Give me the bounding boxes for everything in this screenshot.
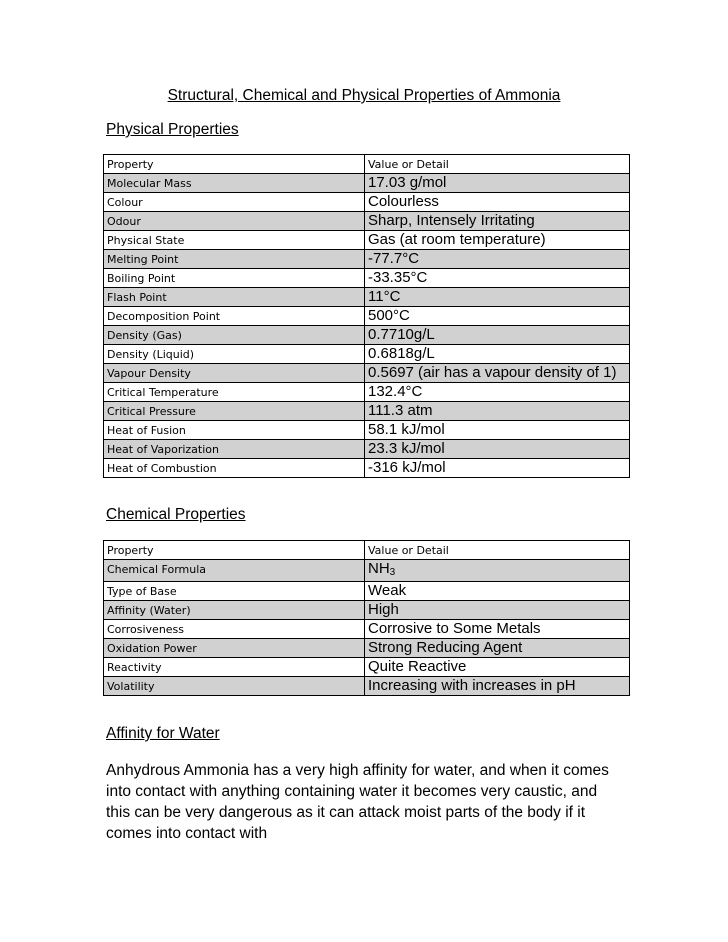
property-value: 0.6818g/L xyxy=(365,345,630,364)
property-value: Weak xyxy=(365,582,630,601)
property-value: 0.5697 (air has a vapour density of 1) xyxy=(365,364,630,383)
property-value: Corrosive to Some Metals xyxy=(365,620,630,639)
table-row xyxy=(104,345,630,364)
property-value: -33.35°C xyxy=(365,269,630,288)
table-row xyxy=(104,288,630,307)
property-name: Critical Pressure xyxy=(104,402,365,421)
affinity-paragraph: Anhydrous Ammonia has a very high affinity for water, and when it comes into contact with anything containing water it becomes very caustic, and this can be very dangerous as it can attack moist parts of the body if it comes into contact with xyxy=(106,762,609,842)
header-value: Value or Detail xyxy=(365,155,630,174)
table-row xyxy=(104,459,630,478)
property-value: -77.7°C xyxy=(365,250,630,269)
property-value: 58.1 kJ/mol xyxy=(365,421,630,440)
table-row xyxy=(104,440,630,459)
property-value: 17.03 g/mol xyxy=(365,174,630,193)
property-name: Odour xyxy=(104,212,365,231)
table-row xyxy=(104,639,630,658)
page-title: Structural, Chemical and Physical Properties of Ammonia xyxy=(167,87,561,104)
property-value: Strong Reducing Agent xyxy=(365,639,630,658)
table-row xyxy=(104,582,630,601)
chemical-properties-table xyxy=(103,540,630,696)
table-row xyxy=(104,193,630,212)
property-value: 500°C xyxy=(365,307,630,326)
property-name: Decomposition Point xyxy=(104,307,365,326)
property-name: Physical State xyxy=(104,231,365,250)
property-value: Sharp, Intensely Irritating xyxy=(365,212,630,231)
property-value: High xyxy=(365,601,630,620)
table-row xyxy=(104,620,630,639)
table-row xyxy=(104,174,630,193)
property-name: Molecular Mass xyxy=(104,174,365,193)
table-row xyxy=(104,231,630,250)
table-row xyxy=(104,658,630,677)
formula-subscript: 3 xyxy=(389,567,396,578)
table-row xyxy=(104,421,630,440)
table-row xyxy=(104,402,630,421)
property-name: Colour xyxy=(104,193,365,212)
header-property: Property xyxy=(104,155,365,174)
table-row xyxy=(104,601,630,620)
table-row xyxy=(104,212,630,231)
property-name: Affinity (Water) xyxy=(104,601,365,620)
property-value: Gas (at room temperature) xyxy=(365,231,630,250)
property-value: 132.4°C xyxy=(365,383,630,402)
property-name: Density (Gas) xyxy=(104,326,365,345)
chemical-header-row xyxy=(104,541,630,560)
header-property: Property xyxy=(104,541,365,560)
property-value: 111.3 atm xyxy=(365,402,630,421)
table-row xyxy=(104,560,630,582)
property-value: Increasing with increases in pH xyxy=(365,677,630,696)
property-value: Colourless xyxy=(365,193,630,212)
property-name: Heat of Fusion xyxy=(104,421,365,440)
property-name: Heat of Combustion xyxy=(104,459,365,478)
chemical-properties-heading: Chemical Properties xyxy=(106,506,246,523)
table-row xyxy=(104,364,630,383)
property-name: Critical Temperature xyxy=(104,383,365,402)
property-name: Corrosiveness xyxy=(104,620,365,639)
table-row xyxy=(104,383,630,402)
property-name: Oxidation Power xyxy=(104,639,365,658)
property-value xyxy=(365,560,630,582)
property-value: -316 kJ/mol xyxy=(365,459,630,478)
property-value: 23.3 kJ/mol xyxy=(365,440,630,459)
property-name: Boiling Point xyxy=(104,269,365,288)
property-name: Vapour Density xyxy=(104,364,365,383)
affinity-heading: Affinity for Water xyxy=(106,725,220,742)
table-row xyxy=(104,250,630,269)
property-name: Flash Point xyxy=(104,288,365,307)
table-row xyxy=(104,307,630,326)
physical-properties-table xyxy=(103,154,630,478)
property-name: Chemical Formula xyxy=(104,560,365,582)
table-row xyxy=(104,677,630,696)
property-name: Melting Point xyxy=(104,250,365,269)
table-row xyxy=(104,269,630,288)
header-value: Value or Detail xyxy=(365,541,630,560)
property-name: Density (Liquid) xyxy=(104,345,365,364)
table-row xyxy=(104,326,630,345)
property-value: 11°C xyxy=(365,288,630,307)
property-name: Reactivity xyxy=(104,658,365,677)
physical-header-row xyxy=(104,155,630,174)
property-value: 0.7710g/L xyxy=(365,326,630,345)
property-name: Heat of Vaporization xyxy=(104,440,365,459)
property-value: Quite Reactive xyxy=(365,658,630,677)
property-name: Type of Base xyxy=(104,582,365,601)
physical-properties-heading: Physical Properties xyxy=(106,121,239,138)
property-name: Volatility xyxy=(104,677,365,696)
formula-text: NH xyxy=(368,560,390,577)
